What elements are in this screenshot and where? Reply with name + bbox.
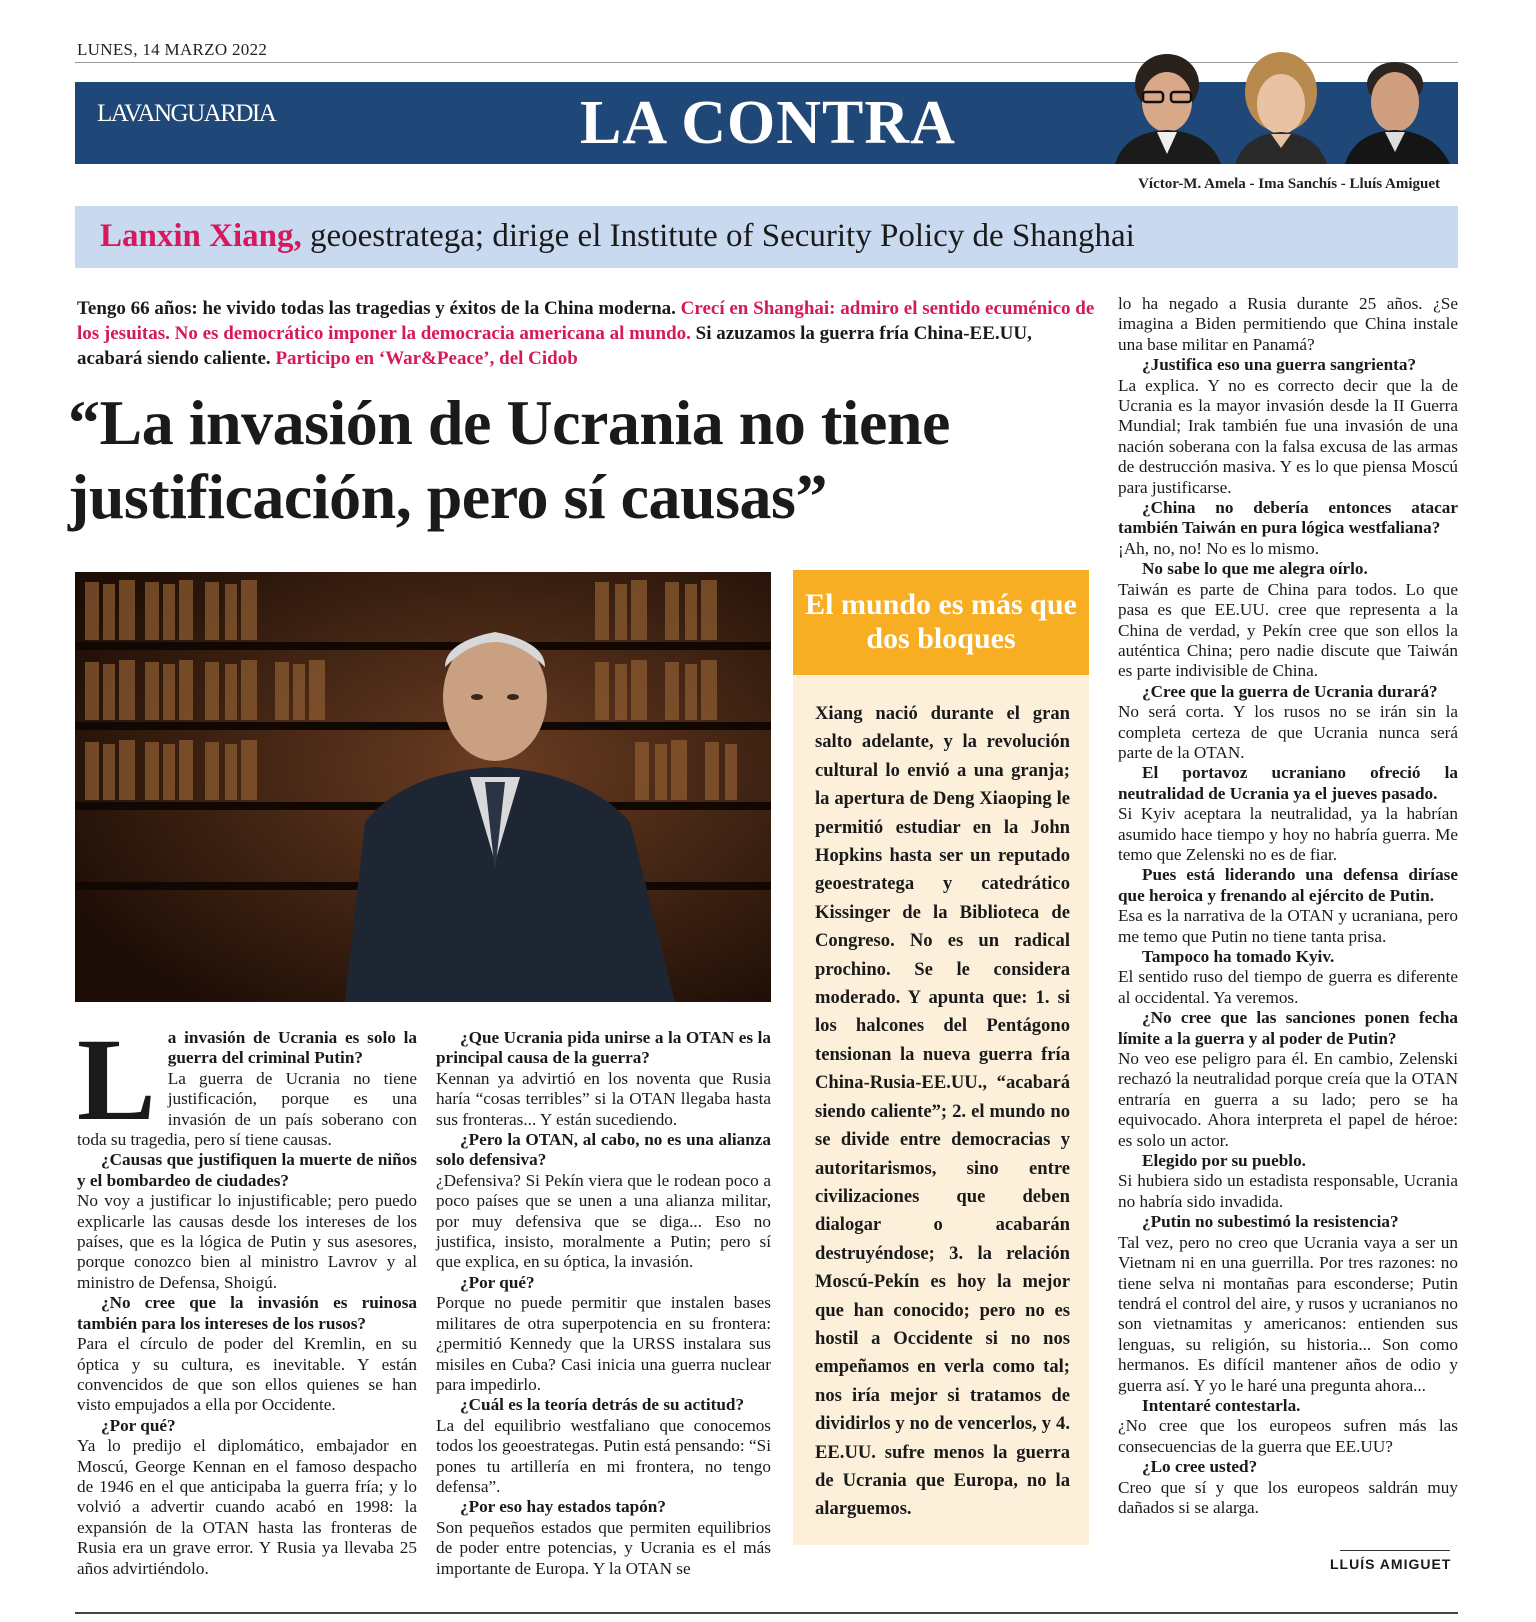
interview-answer: No voy a justificar lo injustificable; pero puedo explicarle las causas desde los intereses de los países, que es la lógica de Putin y sus asesores, porque conozco bien al ministro Lavrov y al ministro de Defensa, Shoigú. — [77, 1191, 417, 1292]
columnist-portraits — [1105, 44, 1455, 164]
interview-answer: Tal vez, pero no creo que Ucrania vaya a ser un Vietnam ni en una guerrilla. Por tres razones: no tiene selva ni montañas para esconderse; Putin tendrá el control del aire, y rusos y ucranianos no son vietnamitas y americanos: entienden sus lenguas, su religión, su historia... Son como hermanos. Es difícil mantener años de odio y guerra así. Y yo le haré una pregunta ahora... — [1118, 1232, 1458, 1395]
interview-column-3 — [1118, 294, 1458, 1518]
interview-question: ¿No cree que las sanciones ponen fecha límite a la guerra y al poder de Putin? — [1118, 1008, 1458, 1048]
interview-question: ¿Causas que justifiquen la muerte de niños y el bombardeo de ciudades? — [77, 1150, 417, 1190]
interview-question: ¿Por eso hay estados tapón? — [460, 1497, 666, 1517]
newspaper-logo: LAVANGUARDIA — [97, 100, 276, 127]
interview-question: ¿Que Ucrania pida unirse a la OTAN es la principal causa de la guerra? — [436, 1028, 771, 1068]
interview-question: Elegido por su pueblo. — [1142, 1151, 1306, 1171]
interview-question: ¿Justifica eso una guerra sangrienta? — [1142, 355, 1417, 375]
lead-quotes — [77, 296, 1097, 371]
interview-question: ¿Por qué? — [460, 1272, 535, 1292]
issue-date: LUNES, 14 MARZO 2022 — [77, 40, 268, 59]
interview-answer: Esa es la narrativa de la OTAN y ucraniana, pero me temo que Putin no tiene tanta prisa. — [1118, 906, 1458, 946]
interview-answer: El sentido ruso del tiempo de guerra es diferente al occidental. Ya veremos. — [1118, 967, 1458, 1007]
lead-sentence-2: Crecí en Shanghai: admiro el sentido ecuménico de los jesuitas. No es democrático imponer la democracia americana al mundo. — [77, 298, 1095, 344]
interview-answer: lo ha negado a Rusia durante 25 años. ¿Se imagina a Biden permitiendo que China instale una base militar en Panamá? — [1118, 294, 1458, 354]
interview-question: a invasión de Ucrania es solo la guerra del criminal Putin? — [167, 1028, 417, 1068]
interview-question: ¿Pero la OTAN, al cabo, no es una alianza solo defensiva? — [436, 1130, 771, 1170]
interview-answer: ¿No cree que los europeos sufren más las consecuencias de la guerra que EE.UU? — [1118, 1416, 1458, 1456]
interview-answer: Creo que sí y que los europeos saldrán muy dañados si se alarga. — [1118, 1477, 1458, 1517]
profile-line — [100, 218, 1135, 255]
interview-answer: La explica. Y no es correcto decir que la de Ucrania es la mayor invasión desde la II Guerra Mundial; Irak también fue una invasión de una nación soberana con la falsa excusa de las armas de destrucción masiva. Y es lo que piensa Moscú para justificarse. — [1118, 375, 1458, 497]
lead-sentence-4: Participo en ‘War&Peace’, del Cidob — [275, 348, 578, 369]
interview-question: ¿Cuál es la teoría detrás de su actitud? — [460, 1395, 745, 1415]
interview-answer: Son pequeños estados que permiten equilibrios de poder entre potencias, y Ucrania es el más importante de Europa. Y la OTAN se — [436, 1517, 771, 1578]
interview-question: ¿Lo cree usted? — [1142, 1457, 1258, 1477]
interview-question: ¿No cree que la invasión es ruinosa también para los intereses de los rusos? — [77, 1293, 417, 1333]
byline: LLUÍS AMIGUET — [1330, 1556, 1452, 1572]
interview-answer: ¡Ah, no, no! No es lo mismo. — [1118, 538, 1319, 558]
interviewee-photo — [75, 572, 771, 1002]
interviewee-description: geoestratega; dirige el Institute of Security Policy de Shanghai — [310, 218, 1135, 254]
interview-question: ¿China no debería entonces atacar también Taiwán en pura lógica westfaliana? — [1118, 498, 1458, 538]
columnist-photos — [1105, 44, 1455, 164]
columnist-names: Víctor-M. Amela - Ima Sanchís - Lluís Amiguet — [1138, 176, 1440, 192]
interview-question: Pues está liderando una defensa diríase que heroica y frenando al ejército de Putin. — [1118, 865, 1458, 905]
interview-answer: Si hubiera sido un estadista responsable, Ucrania no habría sido invadida. — [1118, 1171, 1458, 1211]
lead-sentence-3: Si azuzamos la guerra fría China-EE.UU, acabará siendo caliente. — [77, 323, 1032, 369]
section-title: LA CONTRA — [580, 89, 956, 157]
interview-answer: Porque no puede permitir que instalen bases militares de otra superpotencia en su frontera: ¿permitió Kennedy que la URSS instalara sus misiles en Cuba? Casi inicia una guerra nuclear para impedirlo. — [436, 1293, 771, 1394]
portrait-amela — [1115, 54, 1221, 164]
interview-question: No sabe lo que me alegra oírlo. — [1142, 559, 1368, 579]
interview-answer: No será corta. Y los rusos no se irán sin la completa certeza de que Ucrania nunca será parte de la OTAN. — [1118, 702, 1458, 762]
drop-cap: L — [77, 1014, 156, 1145]
interview-question: El portavoz ucraniano ofreció la neutralidad de Ucrania ya el jueves pasado. — [1118, 763, 1458, 803]
interview-answer: Ya lo predijo el diplomático, embajador en Moscú, George Kennan en el famoso despacho de 1946 en el que anticipaba la guerra fría; y lo volvió a advertir cuando acabó en 1998: la expansión de la OTAN hasta las fronteras de Rusia era un grave error. Y Rusia ya llevaba 25 años advirtiéndolo. — [77, 1436, 417, 1578]
headline: “La invasión de Ucrania no tiene justificación, pero sí causas” — [68, 387, 950, 532]
interview-answer: No veo ese peligro para él. En cambio, Zelenski rechazó la neutralidad porque creía que la OTAN entraría en guerra a su lado; pero se ha equivocado. Ahora interpreta el papel de héroe: es solo un actor. — [1118, 1049, 1458, 1150]
interview-answer: Si Kyiv aceptara la neutralidad, ya la habrían asumido hace tiempo y hoy no habría guerra. Me temo que Zelenski no es de fiar. — [1118, 804, 1458, 864]
interview-answer: Taiwán es parte de China para todos. Lo que pasa es que EE.UU. cree que representa a la China de verdad, y Pekín cree que son ellos la auténtica China; pero nadie discute que Taiwán es parte indivisible de China. — [1118, 579, 1458, 681]
interview-question: ¿Cree que la guerra de Ucrania durará? — [1142, 681, 1438, 701]
photo-illustration — [75, 572, 771, 1002]
interview-answer: ¿Defensiva? Si Pekín viera que le rodean poco a poco países que se unen a una alianza militar, por muy defensiva que se diga... Eso no justifica, insisto, moralmente a Putin; pero sí que explica, en su óptica, la invasión. — [436, 1170, 771, 1272]
interview-answer: Para el círculo de poder del Kremlin, en su óptica y su cultura, es inevitable. Y están convencidos de que son ellos quienes se han visto empujados a ella por Occidente. — [77, 1334, 417, 1415]
interview-question: Tampoco ha tomado Kyiv. — [1142, 947, 1335, 966]
interviewee-name: Lanxin Xiang, — [100, 218, 302, 254]
portrait-sanchis — [1235, 52, 1327, 164]
interview-column-2 — [436, 1028, 771, 1579]
interview-question: ¿Por qué? — [101, 1415, 176, 1435]
interview-column-1 — [77, 1014, 417, 1579]
lead-sentence-1: Tengo 66 años: he vivido todas las tragedias y éxitos de la China moderna. — [77, 298, 676, 319]
portrait-amiguet — [1345, 62, 1450, 164]
interview-question: Intentaré contestarla. — [1142, 1395, 1301, 1415]
interview-answer: La guerra de Ucrania no tiene justificación, porque es una invasión de un país soberano con toda su tragedia, pero sí tiene causas. — [77, 1068, 417, 1150]
interview-answer: La del equilibrio westfaliano que conocemos todos los geoestrategas. Putin está pensando: “Si pones tu artillería en mi frontera, no tengo defensa”. — [436, 1415, 771, 1496]
sidebar-title: El mundo es más que dos bloques — [805, 588, 1077, 655]
interview-answer: Kennan ya advirtió en los noventa que Rusia haría “cosas terribles” si la OTAN llegaba hasta sus fronteras... Y están sucediendo. — [436, 1068, 771, 1129]
interview-question: ¿Putin no subestimó la resistencia? — [1142, 1212, 1399, 1232]
sidebar-text: Xiang nació durante el gran salto adelante, y la revolución cultural lo envió a una granja; la apertura de Deng Xiaoping le permitió estudiar en la John Hopkins hasta ser un reputado geoestratega y catedrático Kissinger de la Biblioteca de Congreso. No es un radical prochino. Se le considera moderado. Y apunta que: 1. si los halcones del Pentágono tensionan la nueva guerra fría China-Rusia-EE.UU., “acabará siendo caliente”; 2. el mundo no se divide entre democracias y autoritarismos, sino entre civilizaciones que deben dialogar o acabarán destruyéndose; 3. la relación Moscú-Pekín es hoy la mejor que han conocido; pero no es hostil a Occidente si no nos empeñamos en verla como tal; nos iría mejor si tratamos de dividirlos y no de vencerlos, y 4. EE.UU. sufre menos la guerra de Ucrania que Europa, no la alarguemos. — [815, 703, 1070, 1520]
bottom-rule — [75, 1612, 1458, 1614]
signature-rule — [1340, 1550, 1450, 1551]
